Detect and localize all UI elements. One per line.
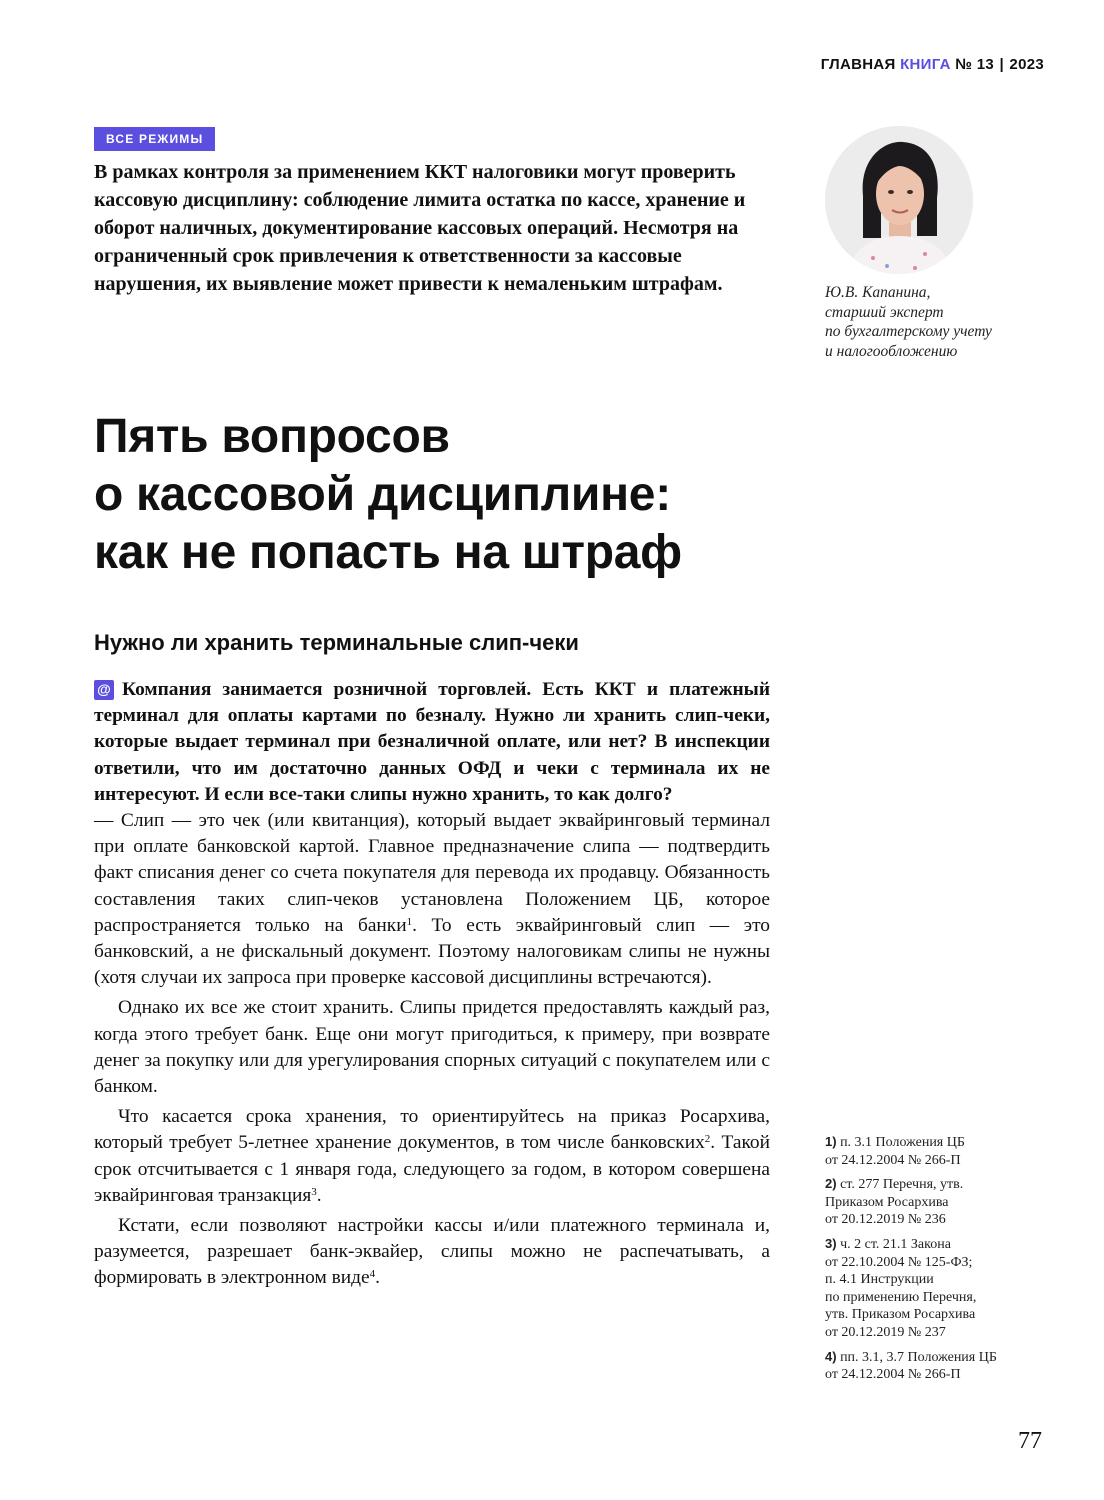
footnote-line: п. 4.1 Инструкции [825,1272,934,1288]
footnote-line: от 22.10.2004 № 125-ФЗ; [825,1254,973,1270]
author-role-line: старший эксперт [825,303,944,321]
author-role-line: по бухгалтерскому учету [825,323,992,340]
footnote-number: 3) [825,1235,837,1251]
issue-year: 2023 [1009,56,1044,73]
answer-text: . То есть эквайринговый слип — это банковский, а не фискальный документ. Поэтому налоговикам слипы не нужны (хотя случаи их запроса при проверке кассовой дисциплины встречаются). [94,914,770,989]
footnote-line: от 24.12.2004 № 266-П [825,1152,961,1168]
footnote [825,1175,1065,1229]
magazine-name-part2: КНИГА [900,56,951,73]
author-name: Ю.В. Капанина, [825,284,931,301]
question-text: Компания занимается розничной торговлей. Есть ККТ и платежный терминал для оплаты картами по безналу. Нужно ли хранить слип-чеки, которые выдает терминал при безналичной оплате, или нет? В инспекции ответили, что им достаточно данных ОФД и чеки с терминала их не интересуют. И если все-таки слипы нужно хранить, то как долго? [94,679,770,805]
footnote-line: от 24.12.2004 № 266-П [825,1367,961,1383]
footnote-ref: 2 [704,1133,711,1146]
answer-paragraph [94,1104,770,1209]
magazine-name-part1: ГЛАВНАЯ [820,56,896,73]
answer-text: . [375,1267,380,1289]
answer-text: . [316,1184,322,1206]
footnote-line: п. 3.1 Положения ЦБ [840,1135,965,1150]
reader-question [94,677,770,808]
answer-paragraph [94,995,770,1100]
page-number: 77 [1018,1428,1042,1454]
answer-text: Кстати, если позволяют настройки кассы и/или платежного терминала и, разумеется, разрешает банк-эквайер, слипы можно не распечатывать, а формировать в электронном виде [94,1215,770,1289]
issue-number: № 13 [955,56,994,73]
title-line: как не попасть на штраф [94,526,682,579]
author-role-line: и налогообложению [825,342,958,360]
footnote-line: по применению Перечня, [825,1289,977,1305]
answer-text: . Такой срок отсчитывается с 1 января года, следующего за годом, в котором совершена эквайринговая транзакция [94,1132,770,1206]
footnotes [825,1133,1065,1390]
answer-text: Однако их все же стоит хранить. Слипы придется предоставлять каждый раз, когда этого требует банк. Еще они могут пригодиться, к примеру, при возврате денег за покупку или для урегулирования спорных ситуаций с покупателем или с банком. [94,997,770,1098]
footnote-line: пп. 3.1, 3.7 Положения ЦБ [840,1349,997,1365]
footnote-ref: 4 [369,1268,376,1281]
author-caption [825,283,1055,361]
footnote-line: от 20.12.2019 № 236 [825,1212,946,1228]
title-line: о кассовой дисциплине: [94,468,671,521]
section-heading: Нужно ли хранить терминальные слип-чеки [94,630,579,655]
footnote-line: Приказом Росархива [825,1194,949,1210]
footnote-number: 4) [825,1348,837,1364]
answer-text: Что касается срока хранения, то ориентируйтесь на приказ Росархива, который требует 5-летнее хранение документов, в том числе банковских [94,1106,770,1154]
footnote [825,1348,1065,1384]
footnote-line: ст. 277 Перечня, утв. [840,1177,964,1193]
article-lead: В рамках контроля за применением ККТ налоговики могут проверить кассовую дисциплину: соблюдение лимита остатка по кассе, хранение и оборот наличных, документирование кассовых операций. Несмотря на ограниченный срок привлечения к ответственности за кассовые нарушения, их выявление может привести к немаленьким штрафам. [94,161,746,295]
author-photo [825,126,973,274]
magazine-header [821,56,1044,73]
article-title [94,408,854,582]
footnote-ref: 1 [406,915,413,928]
answer-paragraph [94,1213,770,1292]
header-separator: | [999,56,1004,73]
article-body [94,677,770,1292]
footnote-line: ч. 2 ст. 21.1 Закона [840,1236,951,1252]
footnote [825,1133,1065,1169]
footnote-ref: 3 [311,1185,317,1198]
category-tag: ВСЕ РЕЖИМЫ [94,127,215,151]
footnote-line: от 20.12.2019 № 237 [825,1324,946,1340]
footnote [825,1235,1065,1342]
footnote-number: 2) [825,1176,837,1192]
at-icon: @ [94,680,114,700]
answer-paragraph [94,808,770,991]
footnote-line: утв. Приказом Росархива [825,1307,976,1323]
answer-text: — Слип — это чек (или квитанция), который выдает эквайринговый терминал при оплате банковской картой. Главное предназначение слипа — подтвердить факт списания денег со счета покупателя для перевода их продавцу. Обязанность составления таких слип-чеков установлена Положением ЦБ, которое распространяется только на банки [94,810,770,936]
footnote-number: 1) [825,1134,837,1149]
title-line: Пять вопросов [94,410,450,463]
